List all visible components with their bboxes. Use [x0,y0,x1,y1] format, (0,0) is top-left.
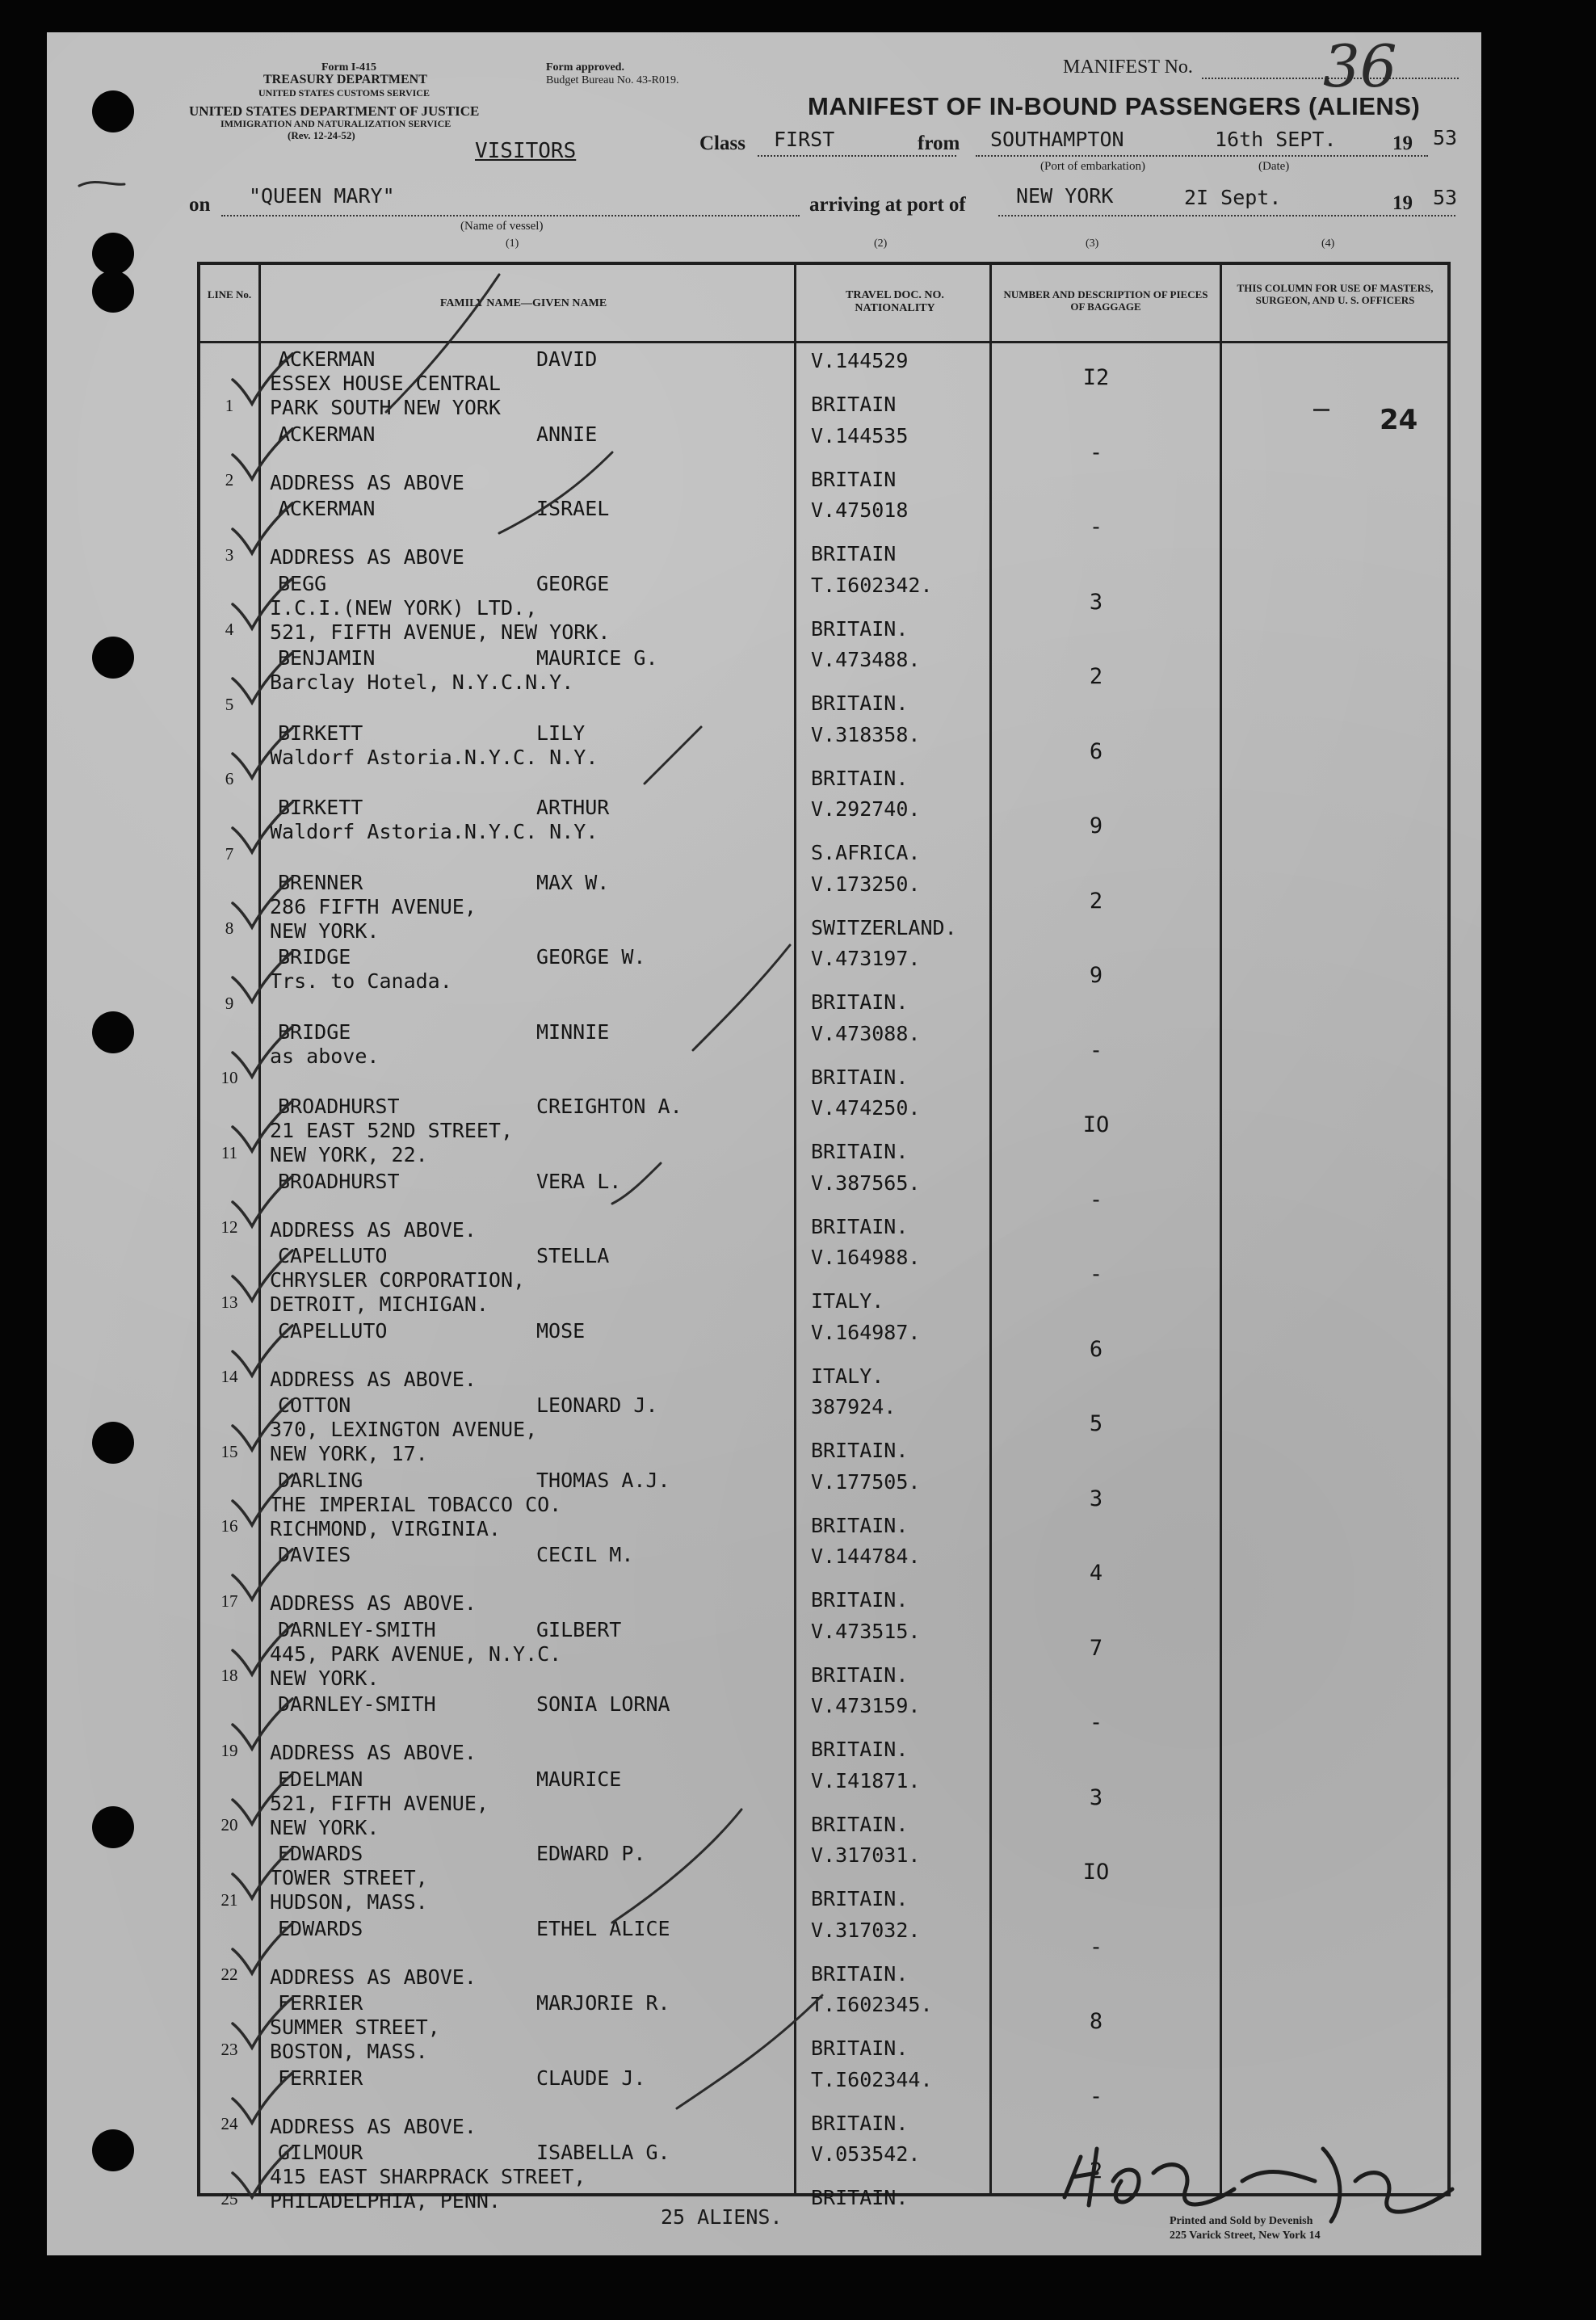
table-row [200,718,1447,793]
vessel-name: "QUEEN MARY" [249,184,395,208]
line-number: 17 [220,1591,238,1611]
given-name: STELLA [536,1244,610,1267]
given-name: ARTHUR [536,796,610,819]
baggage-count: 8 [1089,2009,1103,2034]
given-name: CLAUDE J. [536,2066,646,2090]
table-body [200,344,1447,2213]
address-line: RICHMOND, VIRGINIA. [270,1516,501,1540]
nationality: BRITAIN. [811,1065,909,1089]
family-name: ACKERMAN [278,422,376,446]
baggage-count: 2 [1089,888,1103,914]
col2-caption: (2) [874,237,888,250]
address-line: 521, FIFTH AVENUE, NEW YORK. [270,620,611,644]
given-name: MAX W. [536,870,610,894]
baggage-count: 6 [1089,738,1103,764]
nationality: BRITAIN. [811,2111,909,2135]
arrival-blank [998,215,1455,216]
address-line: 445, PARK AVENUE, N.Y.C. [270,1641,562,1666]
table-row [200,1988,1447,2063]
table-row [200,1839,1447,1914]
line-number: 7 [225,843,234,864]
baggage-count: 9 [1089,963,1103,988]
baggage-count: 3 [1089,1784,1103,1810]
line-number: 1 [225,395,234,415]
table-row [200,868,1447,943]
from-label: from [918,132,960,154]
line-number: 22 [220,1965,238,1984]
baggage-count: - [1089,1037,1103,1063]
manifest-page [47,32,1481,2255]
travel-doc-number: V.164988. [811,1246,921,1269]
table-row [200,419,1447,494]
line-number: 24 [220,2114,238,2133]
nationality: BRITAIN. [811,990,909,1014]
line-number: 5 [225,694,234,714]
binder-hole [92,271,134,313]
baggage-count: IO [1082,1112,1110,1137]
address-line: as above. [270,1044,380,1068]
nationality: SWITZERLAND. [811,915,957,939]
family-name: BRENNER [278,870,363,894]
given-name: CECIL M. [536,1543,634,1566]
given-name: ANNIE [536,422,598,446]
baggage-count: IO [1082,1860,1110,1885]
travel-doc-number: V.473197. [811,947,921,970]
baggage-count: 3 [1089,589,1103,615]
address-line: SUMMER STREET, [270,2015,440,2039]
form-number: Form I-415 [321,61,377,74]
nationality: S.AFRICA. [811,841,921,864]
line-number: 11 [220,1142,238,1162]
alien-count: 25 ALIENS. [661,2205,783,2229]
family-name: BEGG [278,571,327,595]
header-baggage: NUMBER AND DESCRIPTION OF PIECES OF BAGGAGE [1003,288,1208,313]
baggage-count: - [1089,1262,1103,1287]
officer-dash [1313,409,1329,411]
address-line: ADDRESS AS ABOVE. [270,2114,477,2138]
manifest-title: MANIFEST OF IN-BOUND PASSENGERS (ALIENS) [808,92,1421,120]
baggage-count: 6 [1089,1336,1103,1362]
table-row [200,792,1447,868]
table-row [200,1316,1447,1391]
address-line: PHILADELPHIA, PENN. [270,2189,501,2213]
line-number: 12 [220,1217,238,1237]
given-name: MINNIE [536,1019,610,1044]
year-prefix-2: 19 [1392,192,1413,214]
printer-credit-2: 225 Varick Street, New York 14 [1170,2230,1321,2242]
given-name: THOMAS A.J. [536,1468,670,1492]
family-name: BROADHURST [278,1095,400,1118]
family-name: DAVIES [278,1543,351,1566]
address-line: ADDRESS AS ABOVE. [270,1965,477,1989]
travel-doc-number: V.473488. [811,648,921,671]
family-name: EDWARDS [278,1842,363,1865]
given-name: MARJORIE R. [536,1991,670,2015]
arriving-label: arriving at port of [809,194,966,216]
nationality: BRITAIN. [811,1214,909,1238]
travel-doc-number: V.292740. [811,797,921,821]
travel-doc-number: V.173250. [811,872,921,896]
manifest-no-value: 36 [1323,32,1397,100]
line-number: 6 [225,769,234,788]
table-row [200,569,1447,644]
officer-mark: 24 [1380,404,1418,436]
given-name: LEONARD J. [536,1393,658,1417]
line-number: 13 [220,1292,238,1312]
customs-service: UNITED STATES CUSTOMS SERVICE [258,87,430,99]
address-line: ADDRESS AS ABOVE [270,545,464,569]
address-line: NEW YORK, 17. [270,1442,428,1465]
address-line: ADDRESS AS ABOVE. [270,1741,477,1764]
family-name: BIRKETT [278,796,363,819]
nationality: BRITAIN [811,393,897,416]
form-approved: Form approved. [546,61,624,74]
travel-doc-number: T.I602344. [811,2067,933,2091]
baggage-count: - [1089,2083,1103,2109]
nationality: BRITAIN [811,467,897,491]
line-number: 21 [220,1889,238,1910]
family-name: DARLING [278,1468,363,1492]
baggage-count: - [1089,439,1103,465]
table-row [200,1465,1447,1540]
travel-doc-number: T.I602345. [811,1993,933,2016]
col4-caption: (4) [1321,237,1335,250]
family-name: BRIDGE [278,1019,351,1044]
nationality: ITALY. [811,1364,884,1388]
family-name: CAPELLUTO [278,1244,388,1267]
nationality: BRITAIN. [811,691,909,715]
family-name: DARNLEY-SMITH [278,1692,436,1716]
address-line: NEW YORK. [270,1666,380,1690]
binder-hole [92,2129,134,2171]
date-caption: (Date) [1258,160,1290,173]
address-line: CHRYSLER CORPORATION, [270,1268,526,1292]
travel-doc-number: V.473515. [811,1619,921,1643]
line-number: 14 [220,1367,238,1386]
family-name: ACKERMAN [278,497,376,520]
baggage-count: 7 [1089,1635,1103,1661]
address-line: ADDRESS AS ABOVE. [270,1367,477,1391]
given-name: MAURICE [536,1767,622,1791]
given-name: ETHEL ALICE [536,1916,670,1940]
given-name: CREIGHTON A. [536,1095,682,1118]
table-row [200,1017,1447,1092]
travel-doc-number: T.I602342. [811,573,933,597]
table-row [200,1764,1447,1839]
address-line: PARK SOUTH NEW YORK [270,396,501,419]
line-number: 16 [220,1516,238,1536]
nationality: BRITAIN. [811,2186,909,2209]
travel-doc-number: V.318358. [811,722,921,746]
family-name: CAPELLUTO [278,1318,388,1343]
vessel-caption: (Name of vessel) [460,220,544,233]
year-1: 53 [1433,126,1458,149]
port-caption: (Port of embarkation) [1040,160,1145,173]
class-value: FIRST [774,128,835,151]
revision-date: (Rev. 12-24-52) [288,129,355,141]
nationality: BRITAIN. [811,1513,909,1537]
port-value: NEW YORK [1016,184,1114,208]
given-name: MAURICE G. [536,646,658,670]
family-name: DARNLEY-SMITH [278,1617,436,1641]
line-number: 20 [220,1815,238,1835]
ins-service: IMMIGRATION AND NATURALIZATION SERVICE [220,118,452,129]
nationality: ITALY. [811,1289,884,1313]
class-label: Class [699,132,746,154]
travel-doc-number: V.473088. [811,1021,921,1045]
binder-hole [92,1011,134,1053]
line-number: 10 [220,1068,238,1087]
address-line: 521, FIFTH AVENUE, [270,1791,489,1815]
line-number: 15 [220,1441,238,1461]
travel-doc-number: V.177505. [811,1469,921,1494]
table-row [200,1689,1447,1764]
nationality: BRITAIN. [811,1439,909,1462]
travel-doc-number: V.144784. [811,1545,921,1568]
family-name: BIRKETT [278,721,363,745]
nationality: BRITAIN. [811,1140,909,1163]
travel-doc-number: V.I41871. [811,1768,921,1793]
table-row [200,643,1447,718]
family-name: FERRIER [278,1991,363,2015]
family-name: BENJAMIN [278,646,376,670]
header-line-no: LINE No. [207,288,252,301]
given-name: EDWARD P. [536,1842,646,1865]
table-row [200,2063,1447,2138]
travel-doc-number: V.387565. [811,1171,921,1195]
nationality: BRITAIN. [811,1887,909,1910]
address-line: Waldorf Astoria.N.Y.C. N.Y. [270,820,598,843]
travel-doc-number: V.474250. [811,1096,921,1120]
address-line: NEW YORK. [270,918,380,943]
class-blank [758,155,956,157]
nationality: BRITAIN. [811,1738,909,1761]
vessel-blank [221,215,800,216]
baggage-count: I2 [1082,365,1110,390]
line-number: 18 [220,1666,238,1685]
table-row [200,1241,1447,1316]
table-row [200,942,1447,1017]
from-value: SOUTHAMPTON [990,128,1124,151]
address-line: THE IMPERIAL TOBACCO CO. [270,1492,562,1516]
travel-doc-number: V.144529 [811,349,909,372]
address-line: NEW YORK, 22. [270,1143,428,1166]
visitors-stamp: VISITORS [475,139,577,163]
baggage-count: 9 [1089,813,1103,838]
line-number: 3 [225,544,234,565]
family-name: EDELMAN [278,1767,363,1791]
manifest-no-label: MANIFEST No. [1063,57,1193,78]
baggage-count: 2 [1089,2158,1103,2183]
treasury-dept: TREASURY DEPARTMENT [263,73,427,86]
binder-hole [92,233,134,275]
baggage-count: - [1089,1187,1103,1213]
travel-doc-number: V.317031. [811,1843,921,1867]
family-name: ACKERMAN [278,347,376,371]
address-line: Trs. to Canada. [270,969,452,993]
address-line: TOWER STREET, [270,1866,428,1889]
binder-hole [92,90,134,132]
header-officers: THIS COLUMN FOR USE OF MASTERS, SURGEON, AND U. S. OFFICERS [1237,282,1434,306]
baggage-count: 4 [1089,1561,1103,1586]
line-number: 4 [225,620,234,639]
address-line: BOSTON, MASS. [270,2040,428,2063]
nationality: BRITAIN [811,542,897,565]
travel-doc-number: 387924. [811,1395,897,1418]
given-name: GEORGE [536,571,610,595]
line-number: 9 [225,993,234,1013]
given-name: ISRAEL [536,497,610,520]
baggage-count: - [1089,1710,1103,1735]
on-label: on [189,194,211,216]
header-travel-doc: TRAVEL DOC. NO. NATIONALITY [846,289,944,315]
col1-caption: (1) [506,237,519,250]
address-line: ADDRESS AS ABOVE. [270,1591,477,1615]
passenger-table [197,262,1451,2213]
table-row [200,1914,1447,1989]
table-row [200,1390,1447,1465]
nationality: BRITAIN. [811,1662,909,1687]
given-name: VERA L. [536,1169,622,1193]
address-line: I.C.I.(NEW YORK) LTD., [270,595,538,620]
line-number: 25 [220,2188,238,2209]
nationality: BRITAIN. [811,616,909,641]
nationality: BRITAIN. [811,1588,909,1612]
family-name: GILMOUR [278,2141,363,2164]
col3-caption: (3) [1086,237,1099,250]
address-line: ESSEX HOUSE CENTRAL [270,372,501,395]
given-name: GILBERT [536,1617,622,1641]
line-number: 23 [220,2039,238,2059]
year-2: 53 [1433,186,1458,209]
family-name: EDWARDS [278,1916,363,1940]
line-number: 8 [225,918,234,938]
address-line: 21 EAST 52ND STREET, [270,1119,514,1142]
given-name: SONIA LORNA [536,1692,670,1716]
given-name: MOSE [536,1318,586,1343]
header-divider [200,341,1447,343]
given-name: ISABELLA G. [536,2141,670,2164]
table-row [200,1166,1447,1242]
address-line: Waldorf Astoria.N.Y.C. N.Y. [270,745,598,769]
nationality: BRITAIN. [811,1961,909,1986]
budget-bureau: Budget Bureau No. 43-R019. [546,74,679,86]
year-prefix-1: 19 [1392,132,1413,154]
baggage-count: 5 [1089,1411,1103,1436]
family-name: BRIDGE [278,945,351,969]
travel-doc-number: V.164987. [811,1320,921,1344]
from-blank [976,155,1428,157]
travel-doc-number: V.144535 [811,423,909,448]
arrival-date: 2I Sept. [1184,186,1282,209]
family-name: FERRIER [278,2066,363,2090]
table-row [200,1615,1447,1690]
justice-dept: UNITED STATES DEPARTMENT OF JUSTICE [189,103,480,119]
table-row [200,344,1447,419]
binder-hole [92,1806,134,1848]
printer-credit-1: Printed and Sold by Devenish [1170,2215,1313,2227]
from-date: 16th SEPT. [1215,128,1337,151]
address-line: 370, LEXINGTON AVENUE, [270,1418,538,1441]
given-name: GEORGE W. [536,945,646,969]
baggage-count: 3 [1089,1486,1103,1511]
nationality: BRITAIN. [811,2036,909,2060]
travel-doc-number: V.317032. [811,1918,921,1942]
address-line: DETROIT, MICHIGAN. [270,1292,489,1316]
table-row [200,1540,1447,1615]
address-line: ADDRESS AS ABOVE [270,470,464,494]
table-row [200,494,1447,569]
binder-hole [92,637,134,679]
address-line: 415 EAST SHARPRACK STREET, [270,2165,586,2188]
officer-signature [1048,2133,1501,2238]
address-line: HUDSON, MASS. [270,1890,428,1914]
address-line: ADDRESS AS ABOVE. [270,1217,477,1242]
given-name: LILY [536,721,586,745]
travel-doc-number: V.475018 [811,498,909,522]
nationality: BRITAIN. [811,766,909,790]
travel-doc-number: V.473159. [811,1694,921,1717]
binder-hole [92,1422,134,1464]
header-name: FAMILY NAME—GIVEN NAME [439,297,607,309]
family-name: BROADHURST [278,1169,400,1193]
line-number: 19 [220,1740,238,1760]
address-line: Barclay Hotel, N.Y.C.N.Y. [270,670,574,694]
address-line: 286 FIFTH AVENUE, [270,894,477,918]
family-name: COTTON [278,1393,351,1417]
address-line: NEW YORK. [270,1815,380,1839]
given-name: DAVID [536,347,598,371]
line-number: 2 [225,470,234,490]
baggage-count: - [1089,1934,1103,1960]
table-row [200,1091,1447,1166]
baggage-count: 2 [1089,664,1103,689]
travel-doc-number: V.053542. [811,2142,921,2166]
nationality: BRITAIN. [811,1812,909,1836]
baggage-count: - [1089,515,1103,540]
